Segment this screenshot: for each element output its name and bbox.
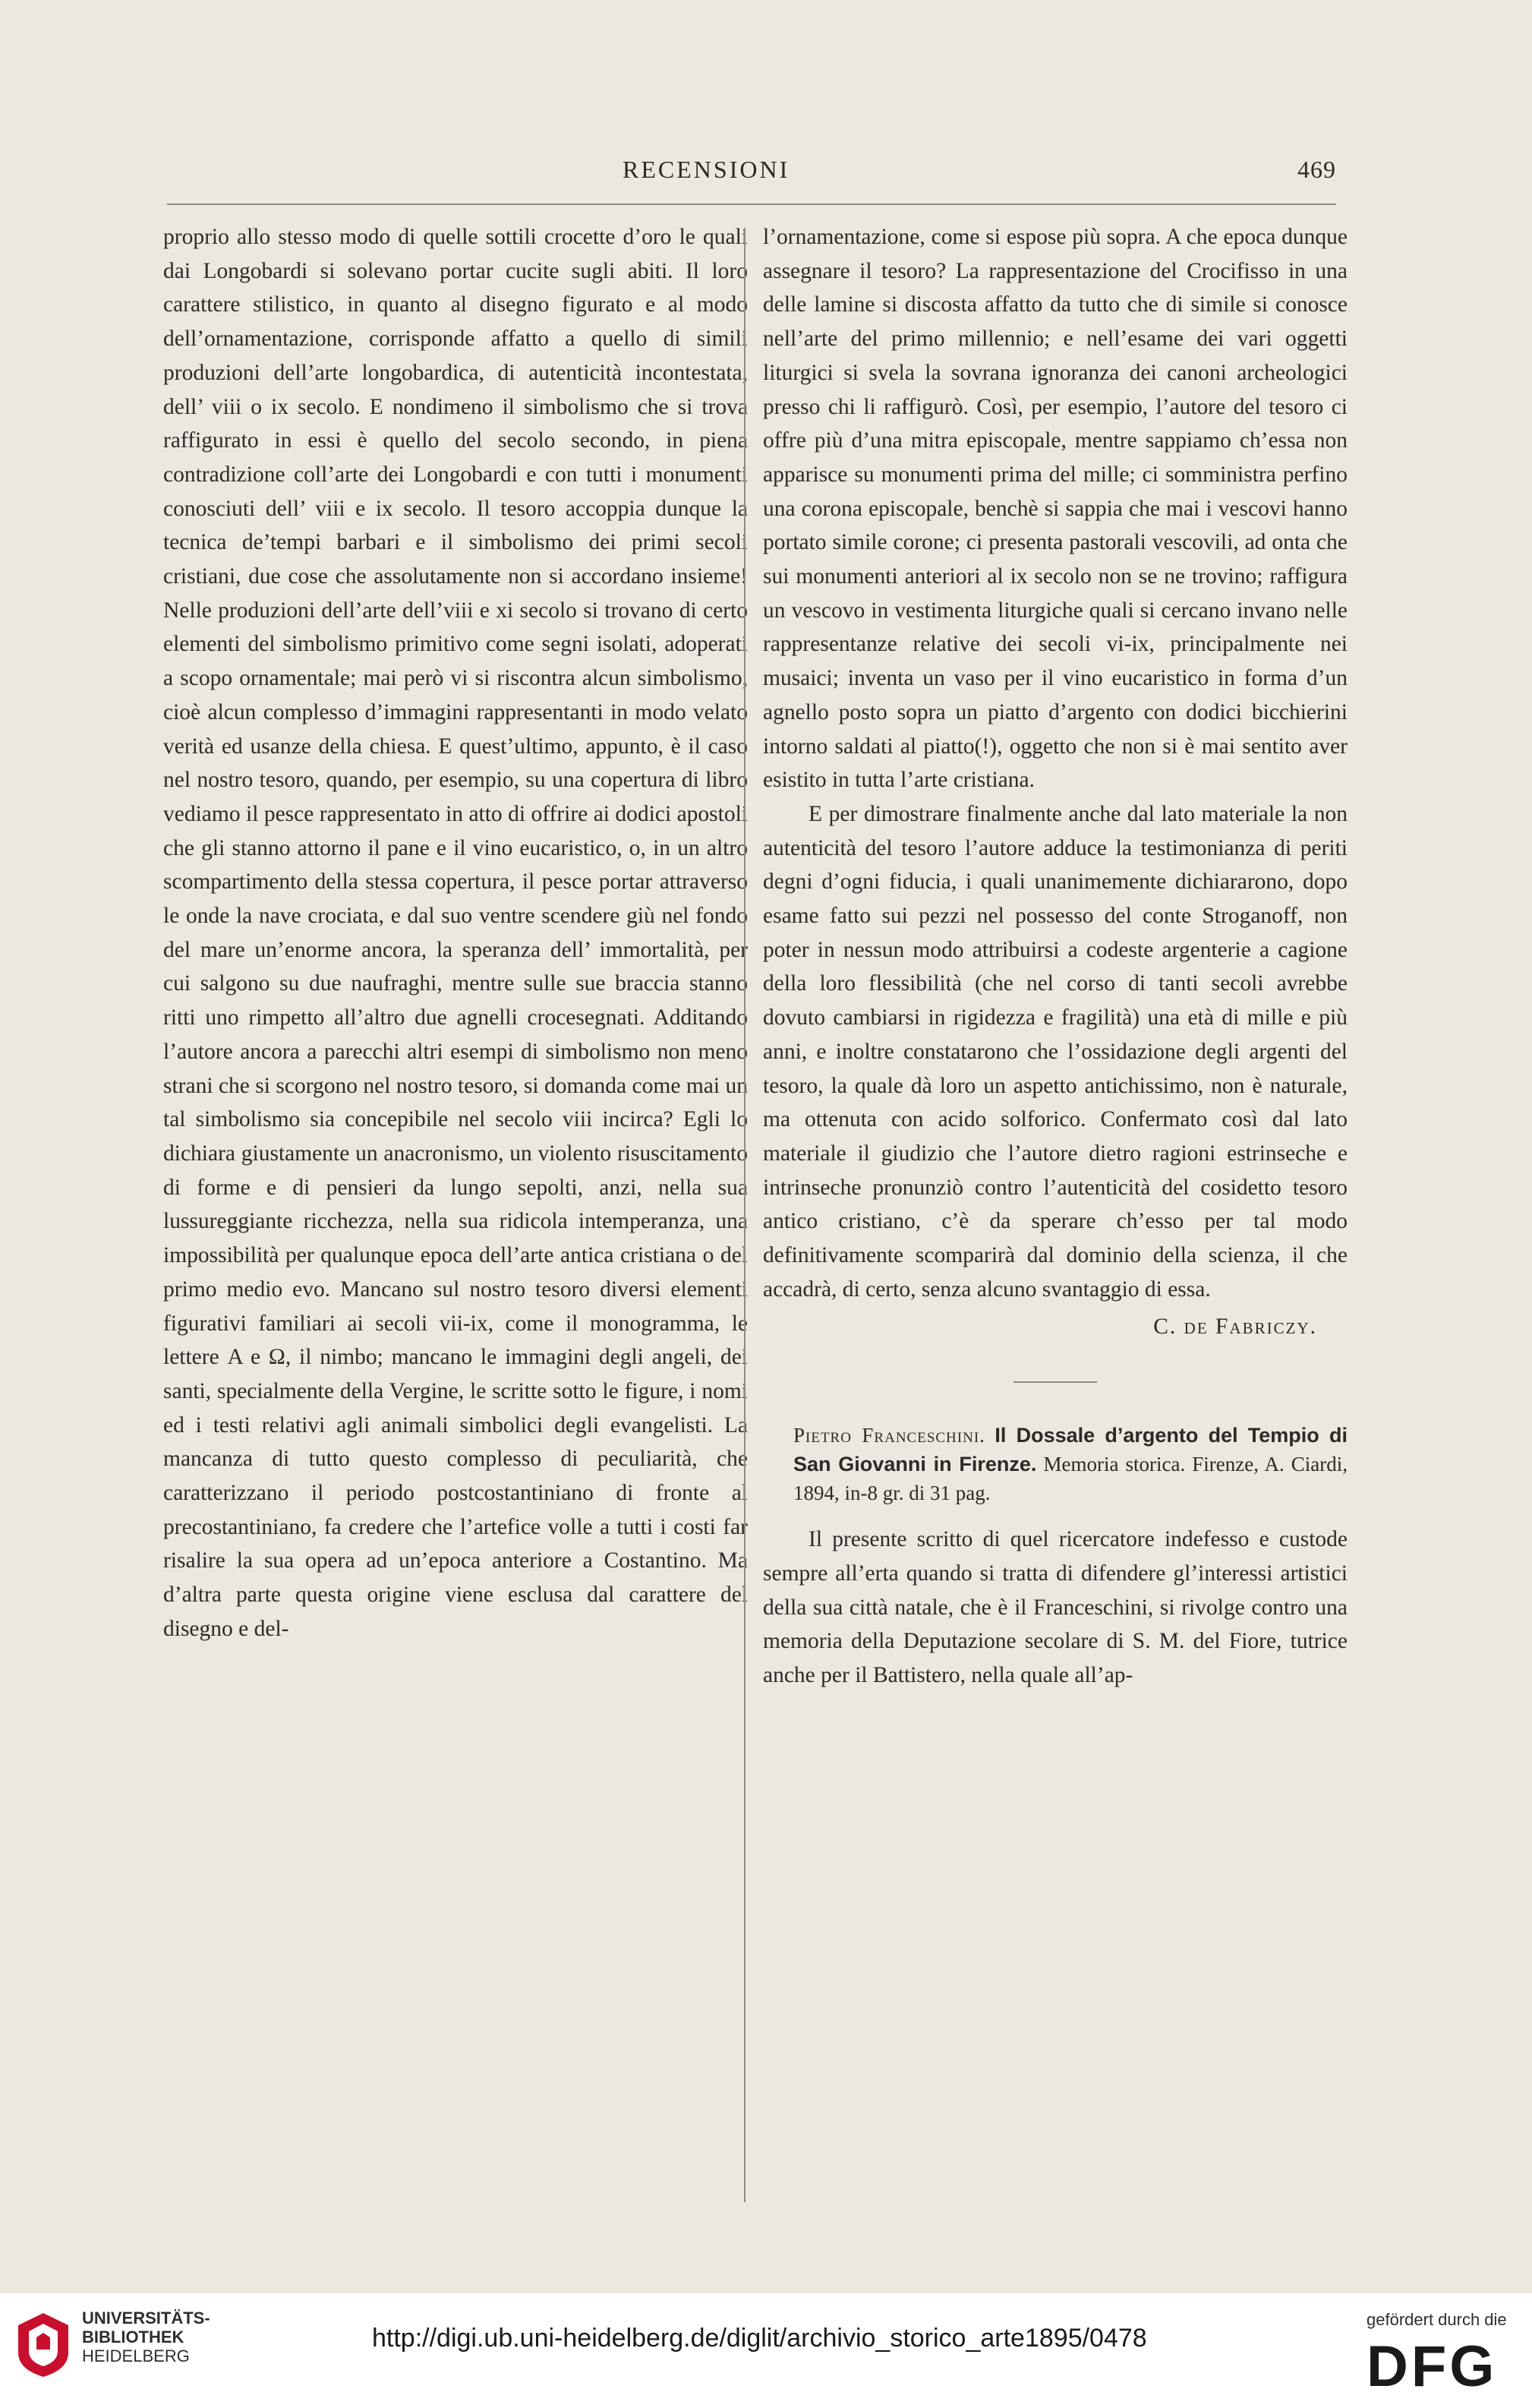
column-divider xyxy=(744,228,746,2202)
review-heading xyxy=(763,1421,1348,1507)
review-author: Pietro Franceschini. xyxy=(793,1424,985,1447)
page-number: 469 xyxy=(1297,156,1336,183)
university-seal-icon xyxy=(14,2310,73,2378)
review-signature: C. de Fabriczy. xyxy=(1153,1314,1317,1339)
dfg-logo-text: DFG xyxy=(1367,2339,1498,2392)
dfg-logo xyxy=(1367,2339,1511,2392)
right-paragraph-3: Il presente scritto di quel ricercatore indefesso e custode sempre all’erta quando si tratta di difendere gl’interessi artistici della sua città natale, che è il Franceschini, si rivolge contro una memoria della Deputazione secolare di S. M. del Fiore, tutrice anche per il Battistero, nella quale all’ap- xyxy=(763,1527,1348,1688)
right-column xyxy=(763,220,1348,1693)
digitization-footer xyxy=(0,2293,1532,2408)
funded-by-label: gefördert durch die xyxy=(1367,2310,1507,2329)
left-column xyxy=(163,220,748,1646)
institution-line-2: BIBLIOTHEK xyxy=(82,2328,184,2346)
right-paragraph-2: E per dimostrare finalmente anche dal lato materiale la non autenticità del tesoro l’autore adduce la testimonianza di periti degni d’ogni fiducia, i quali unanimemente dichiararono, dopo esame fatto sui pezzi nel possesso del conte Stroganoff, non poter in nessun modo attribuirsi a codeste argenterie a cagione della loro flessibilità (che nel corso di tanti secoli avrebbe dovuto cambiarsi in rigidezza e fragilità) una età di mille e più anni, e inoltre constatarono che l’ossidazione degli argenti del tesoro, la quale dà loro un aspetto antichissimo, non è naturale, ma ottenuta con acido solforico. Confermato così dal lato materiale il giudizio che l’autore dietro ragioni estrinseche e intrinseche pronunziò contro l’autenticità del cosidetto tesoro antico cristiano, c’è da sperare ch’esso per tal modo definitivamente scomparirà dal dominio della scienza, il che accadrà, di certo, senza alcuno svantaggio di essa. xyxy=(763,801,1348,1302)
institution-name xyxy=(82,2309,210,2365)
left-paragraph: proprio allo stesso modo di quelle sottili crocette d’oro le quali dai Longobardi si solevano portar cucite sugli abiti. Il loro carattere stilistico, in quanto al disegno figurato e al modo dell’ornamentazione, corrisponde affatto a quello di simili produzioni dell’arte longobardica, di autenticità incontestata, dell’ viii o ix secolo. E nondimeno il simbolismo che si trova raffigurato in essi è quello del secolo secondo, in piena contradizione coll’arte dei Longobardi e con tutti i monumenti conosciuti dell’ viii e ix secolo. Il tesoro accoppia dunque la tecnica de’tempi barbari e il simbolismo dei primi secoli cristiani, due cose che assolutamente non si accordano insieme! Nelle produzioni dell’arte dell’viii e xi secolo si trovano di certo elementi del simbolismo primitivo come segni isolati, adoperati a scopo ornamentale; mai però vi si riscontra alcun simbolismo, cioè alcun complesso d’immagini rappresentanti in modo velato verità ed usanze della chiesa. E quest’ultimo, appunto, è il caso nel nostro tesoro, quando, per esempio, su una copertura di libro vediamo il pesce rappresentato in atto di offrire ai dodici apostoli che gli stanno attorno il pane e il vino eucaristico, o, in un altro scompartimento della stessa copertura, il pesce portar attraverso le onde la nave crociata, e dal suo ventre scendere giù nel fondo del mare un’enorme ancora, la speranza dell’ immortalità, per cui salgono su due naufraghi, mentre sulle sue braccia stanno ritti uno rimpetto all’altro due agnelli crocesegnati. Additando l’autore ancora a parecchi altri esempi di simbolismo non meno strani che si scorgono nel nostro tesoro, si domanda come mai un tal simbolismo sia concepibile nel secolo viii incirca? Egli lo dichiara giustamente un anacronismo, un violento risuscitamento di forme e di pensieri da lungo sepolti, anzi, nella sua lussureggiante ricchezza, nella sua ridicola intemperanza, una impossibilità per qualunque epoca dell’arte antica cristiana o del primo medio evo. Mancano sul nostro tesoro diversi elementi figurativi familiari ai secoli vii-ix, come il monogramma, le lettere Α e Ω, il nimbo; mancano le immagini degli angeli, dei santi, specialmente della Vergine, le scritte sotto le figure, i nomi ed i testi relativi agli animali simbolici degli evangelisti. La mancanza di tutto questo complesso di peculiarità, che caratterizzano il periodo postcostantiniano di fronte al precostantiniano, fa credere che l’artefice volle a tutti i costi far risalire la sua opera ad un’epoca anteriore a Costantino. Ma d’altra parte questa origine viene esclusa dal carattere del disegno e del- xyxy=(163,225,748,1641)
running-head xyxy=(167,156,1336,194)
institution-line-1: UNIVERSITÄTS- xyxy=(82,2309,210,2328)
header-rule xyxy=(167,204,1336,205)
right-paragraph-1: l’ornamentazione, come si espose più sopra. A che epoca dunque assegnare il tesoro? La rappresentazione del Crocifisso in una delle lamine si discosta affatto da tutto che di simile si conosce nell’arte del primo millennio; e nell’esame dei vari oggetti liturgici si svela la sovrana ignoranza dei canoni archeologici presso chi li raffigurò. Così, per esempio, l’autore del tesoro ci offre più d’una mitra episcopale, mentre sappiamo ch’essa non apparisce su monumenti prima del mille; ci somministra perfino una corona episcopale, benchè si sappia che mai i vescovi hanno portato simile corone; ci presenta pastorali vescovili, ad onta che sui monumenti anteriori al ix secolo non se ne trovino; raffigura un vescovo in vestimenta liturgiche quali si cercano invano nelle rappresentanze relative dei secoli vi-ix, principalmente nei musaici; inventa un vaso per il vino eucaristico in forma d’un agnello posto sopra un piatto d’argento con dodici bicchierini intorno saldati al piatto(!), oggetto che non si è mai sentito aver esistito in tutta l’arte cristiana. xyxy=(763,225,1348,793)
review-meta: Memoria storica. Firenze, A. Ciardi, 1894, in-8 gr. di 31 pag. xyxy=(793,1453,1348,1505)
section-divider xyxy=(1013,1381,1097,1383)
source-url-link[interactable]: http://digi.ub.uni-heidelberg.de/diglit/archivio_storico_arte1895/0478 xyxy=(372,2324,1147,2353)
institution-line-3: HEIDELBERG xyxy=(82,2346,190,2365)
running-title: RECENSIONI xyxy=(623,156,790,183)
review-title: Il Dossale d’argento del Tempio di San Giovanni in Firenze. xyxy=(793,1424,1348,1476)
